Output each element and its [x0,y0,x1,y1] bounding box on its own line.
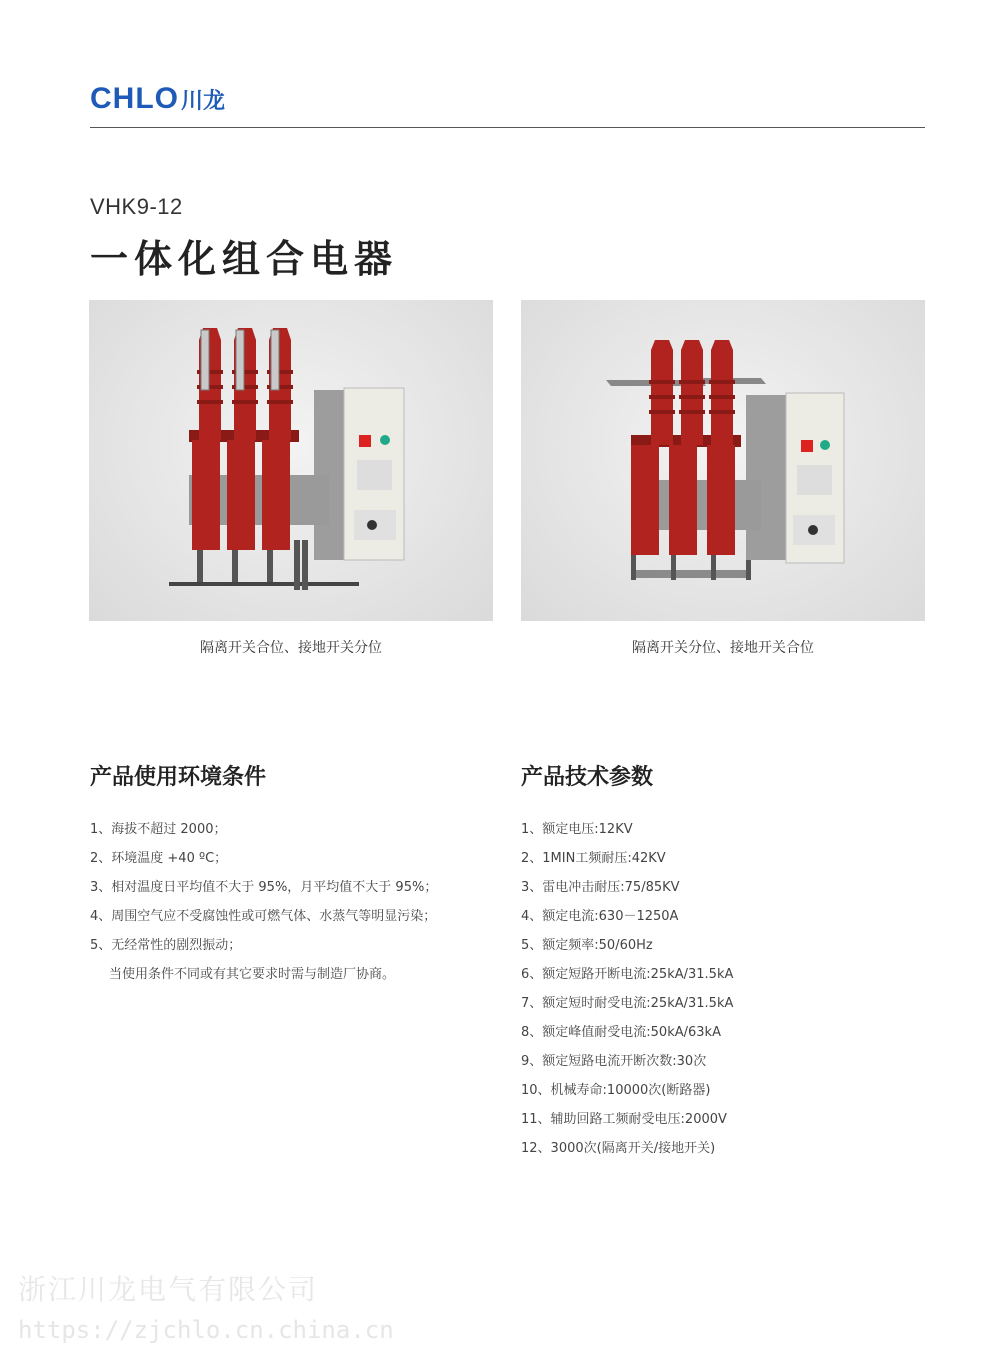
list-item: 4、额定电流:630－1250A [521,909,679,924]
watermark-company: 浙江川龙电气有限公司 [18,1273,319,1306]
switchgear-illustration [521,300,925,621]
list-item: 7、额定短时耐受电流:25kA/31.5kA [521,996,734,1011]
list-item: 5、额定频率:50/60Hz [521,938,653,953]
environment-list [90,822,437,996]
list-item: 1、额定电压:12KV [521,822,633,837]
product-photo-open [521,300,925,621]
environment-note: 当使用条件不同或有其它要求时需与制造厂协商。 [109,967,396,982]
list-item: 2、1MIN工频耐压:42KV [521,851,666,866]
product-photo-closed [89,300,493,621]
list-item: 9、额定短路电流开断次数:30次 [521,1054,707,1069]
list-item: 10、机械寿命:10000次(断路器) [521,1083,711,1098]
list-item: 2、环境温度 +40 ºC； [90,851,228,866]
list-item: 3、雷电冲击耐压:75/85KV [521,880,680,895]
logo-chinese: 川龙 [181,88,226,114]
list-item: 12、3000次(隔离开关/接地开关) [521,1141,716,1156]
switchgear-illustration [89,300,493,621]
photo-caption-closed: 隔离开关合位、接地开关分位 [200,640,382,656]
photo-caption-open: 隔离开关分位、接地开关合位 [632,640,814,656]
list-item: 1、海拔不超过 2000； [90,822,227,837]
product-model: VHK9-12 [90,194,183,219]
specs-section-title: 产品技术参数 [521,765,654,790]
list-item: 6、额定短路开断电流:25kA/31.5kA [521,967,734,982]
list-item: 8、额定峰值耐受电流:50kA/63kA [521,1025,721,1040]
environment-section-title: 产品使用环境条件 [90,765,267,790]
list-item: 11、辅助回路工频耐受电压:2000V [521,1112,727,1127]
list-item: 3、相对温度日平均值不大于 95%，月平均值不大于 95%； [90,880,438,895]
list-item: 5、无经常性的剧烈振动； [90,938,242,953]
watermark-url: https://zjchlo.cn.china.cn [18,1316,394,1344]
specs-list [521,822,733,1170]
product-title: 一体化组合电器 [90,237,399,281]
list-item: 4、周围空气应不受腐蚀性或可燃气体、水蒸气等明显污染； [90,909,437,924]
company-logo [90,82,225,116]
logo-latin: CHLO [90,82,179,115]
header-divider [90,127,925,128]
